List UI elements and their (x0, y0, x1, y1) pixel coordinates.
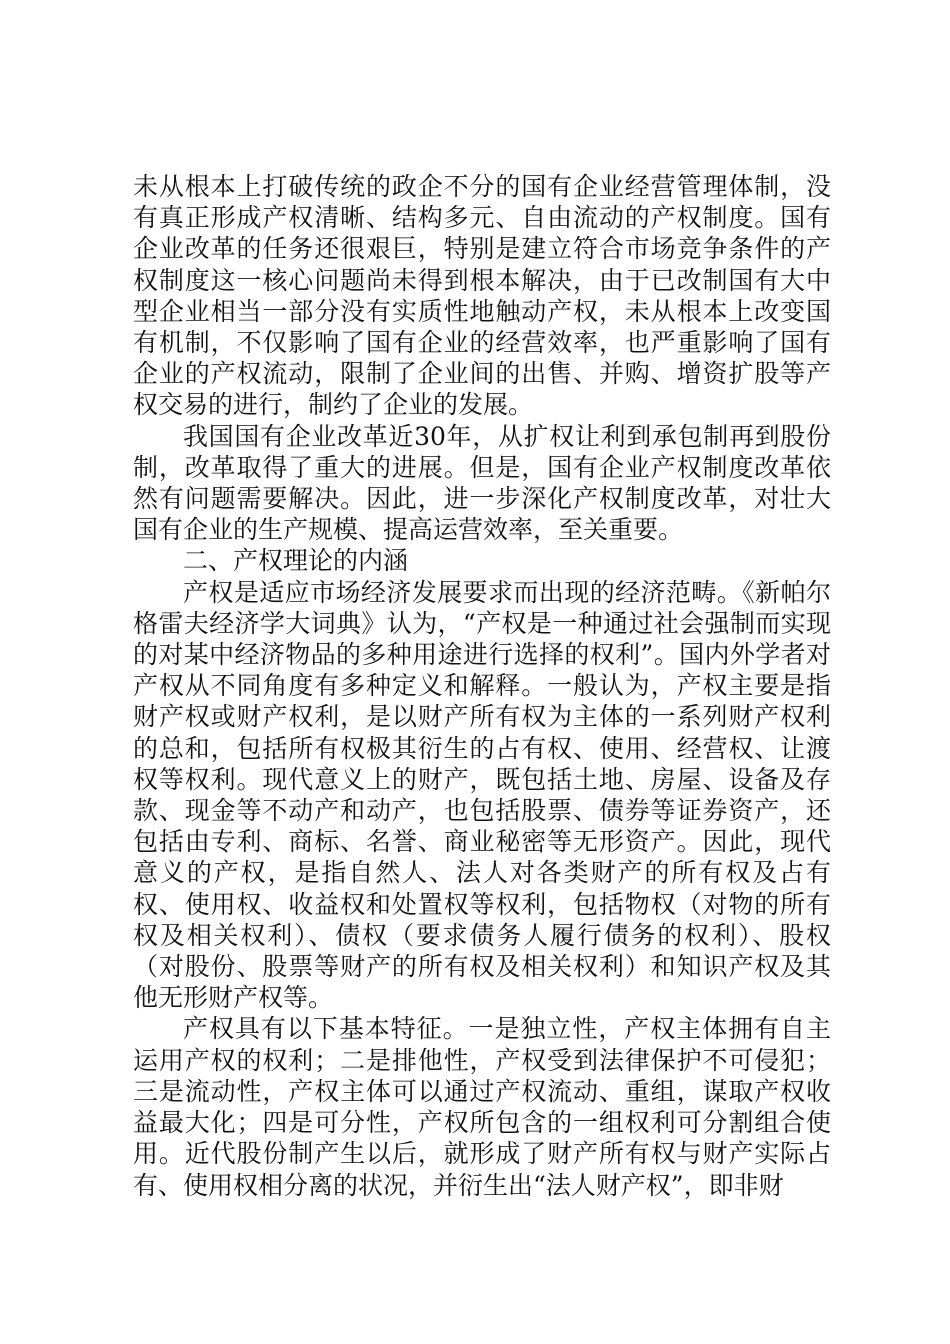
paragraph-property-rights-features: 产权具有以下基本特征。一是独立性，产权主体拥有自主运用产权的权利；二是排他性，产权受到法律保护不可侵犯；三是流动性，产权主体可以通过产权流动、重组，谋取产权收益最大化；四是可分性，产权所包含的一组权利可分割组合使用。近代股份制产生以后，就形成了财产所有权与财产实际占有、使用权相分离的状况，并衍生出“法人财产权”，即非财 (133, 1014, 831, 1200)
paragraph-property-rights-definition: 产权是适应市场经济发展要求而出现的经济范畴。《新帕尔格雷夫经济学大词典》认为，“产权是一种通过社会强制而实现的对某中经济物品的多种用途进行选择的权利”。国内外学者对产权从不同角度有多种定义和解释。一般认为，产权主要是指财产权或财产权利，是以财产所有权为主体的一系列财产权利的总和，包括所有权极其衍生的占有权、使用、经营权、让渡权等权利。现代意义上的财产，既包括土地、房屋、设备及存款、现金等不动产和动产，也包括股票、债券等证券资产，还包括由专利、商标、名誉、商业秘密等无形资产。因此，现代意义的产权，是指自然人、法人对各类财产的所有权及占有权、使用权、收益权和处置权等权利，包括物权（对物的所有权及相关权利）、债权（要求债务人履行债务的权利）、股权（对股份、股票等财产的所有权及相关权利）和知识产权及其他无形财产权等。 (133, 577, 831, 1013)
paragraph-reform-progress: 我国国有企业改革近30年，从扩权让利到承包制再到股份制，改革取得了重大的进展。但是，国有企业产权制度改革依然有问题需要解决。因此，进一步深化产权制度改革，对壮大国有企业的生产规模、提高运营效率，至关重要。 (133, 421, 831, 545)
section-heading: 二、产权理论的内涵 (183, 546, 409, 576)
paragraph-continuation: 未从根本上打破传统的政企不分的国有企业经营管理体制，没有真正形成产权清晰、结构多元、自由流动的产权制度。国有企业改革的任务还很艰巨，特别是建立符合市场竞争条件的产权制度这一核心问题尚未得到根本解决，由于已改制国有大中型企业相当一部分没有实质性地触动产权，未从根本上改变国有机制，不仅影响了国有企业的经营效率，也严重影响了国有企业的产权流动，限制了企业间的出售、并购、增资扩股等产权交易的进行，制约了企业的发展。 (133, 172, 831, 420)
document-body (133, 171, 831, 1201)
